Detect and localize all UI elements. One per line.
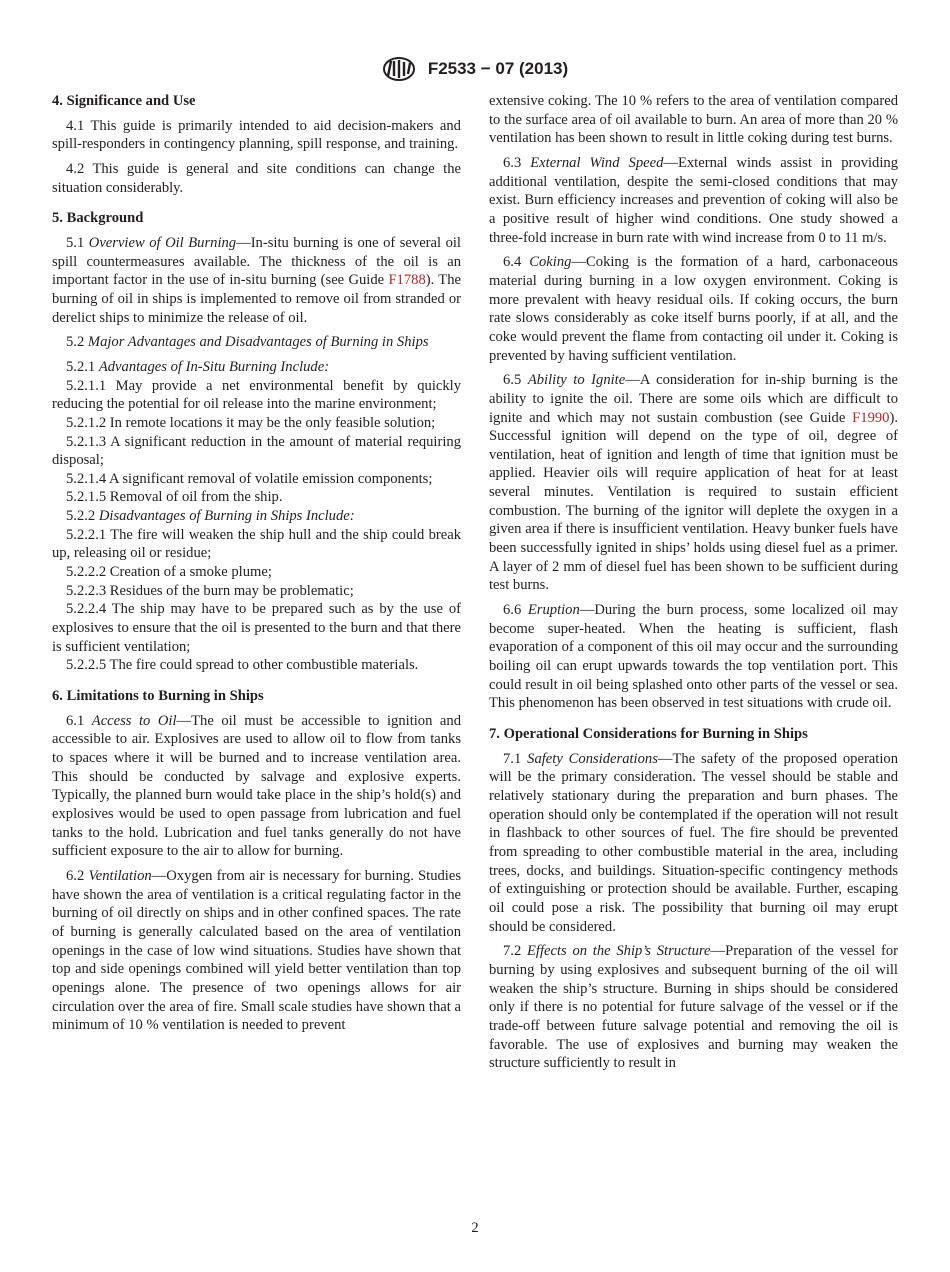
section-number: 5.2.1.5 bbox=[66, 489, 107, 506]
paragraph-text: A significant reduction in the amount of material requiring disposal; bbox=[52, 433, 461, 469]
standard-link[interactable]: F1788 bbox=[388, 272, 426, 289]
paragraph-text: —The oil must be accessible to ignition and accessible to air. Explosives are used to allow oil to flow from tanks to spaces where it will be burned and to increase ventilation area. This should be conducted by salvage and explosive experts. Typically, the planned burn would take place in the ship’s hold(s) and explosives would be used to open passage from lubrication and fuel tanks to the hold. Lubrication and fuel tanks generally do not have sufficient exposure to the air to allow for burning. bbox=[52, 712, 461, 860]
paragraph bbox=[52, 234, 461, 327]
section-title: Ventilation bbox=[88, 867, 152, 884]
paragraph-text: —A consideration for in-ship burning is the ability to ignite the oil. There are some oils which are difficult to ignite and which may not sustain combustion (see Guide bbox=[489, 372, 898, 426]
paragraph bbox=[489, 750, 898, 937]
section-number: 5.2.1.3 bbox=[66, 433, 107, 450]
section-title: Coking bbox=[529, 254, 572, 271]
paragraph bbox=[489, 92, 898, 148]
paragraph bbox=[52, 488, 461, 507]
section-number: 5.2.1.4 bbox=[66, 470, 107, 487]
paragraph bbox=[52, 117, 461, 154]
section-title: External Wind Speed bbox=[530, 154, 664, 171]
section-number: 5.2.2.3 bbox=[66, 582, 107, 599]
section-title: Effects on the Ship’s Structure bbox=[527, 943, 711, 960]
section-number: 4.2 bbox=[66, 160, 85, 177]
section-number: 5.2.2.2 bbox=[66, 564, 107, 581]
section-title: Overview of Oil Burning bbox=[88, 234, 237, 251]
section-number: 6.2 bbox=[66, 867, 85, 884]
section-number: 6.1 bbox=[66, 712, 85, 729]
page-number: 2 bbox=[471, 1220, 479, 1236]
paragraph bbox=[52, 470, 461, 489]
section-heading: 6. Limitations to Burning in Ships bbox=[52, 688, 264, 705]
paragraph-text: Removal of oil from the ship. bbox=[109, 489, 283, 506]
paragraph-text: The fire could spread to other combustible materials. bbox=[109, 657, 419, 674]
section-number: 6.4 bbox=[503, 254, 522, 271]
section-number: 4.1 bbox=[66, 117, 85, 134]
paragraph-text: —During the burn process, some localized oil may become super-heated. When the heating is sufficient, flash evaporation of a component of this oil may occur and the surrounding boiling oil can erupt upwards towards the top ventilation port. This could result in oil being splashed onto other parts of the vessel or sea. This phenomenon has been observed in test situations with crude oil. bbox=[489, 602, 898, 712]
paragraph-text: This guide is general and site conditions can change the situation considerably. bbox=[52, 160, 461, 196]
section-number: 7.2 bbox=[503, 943, 522, 960]
section-title: Access to Oil bbox=[91, 712, 177, 729]
section-number: 5.1 bbox=[66, 234, 85, 251]
document-id: F2533 − 07 (2013) bbox=[427, 59, 569, 78]
paragraph bbox=[489, 371, 898, 595]
paragraph bbox=[52, 712, 461, 861]
paragraph-text: Creation of a smoke plume; bbox=[109, 564, 272, 581]
left-column bbox=[52, 92, 461, 1041]
section-title: Advantages of In-Situ Burning Include: bbox=[98, 358, 330, 375]
section-title: Major Advantages and Disadvantages of Burning in Ships bbox=[87, 334, 429, 351]
section-title: Safety Considerations bbox=[527, 750, 658, 767]
section-number: 6.3 bbox=[503, 154, 522, 171]
paragraph-text: May provide a net environmental benefit by quickly reducing the potential for oil release into the marine environment; bbox=[52, 377, 461, 413]
paragraph bbox=[489, 253, 898, 365]
paragraph-text: —In-situ burning is one of several oil spill countermeasures available. The thickness of the oil is an important factor in the use of in-situ burning (see Guide bbox=[52, 234, 461, 289]
paragraph-text: ). Successful ignition will depend on the type of oil, degree of ventilation, heat of ignition and length of time that ignition must be applied. Heavier oils will require application of heat for at least several minutes. Ventilation is required to sustain efficient combustion. The burning of the ignitor will deplete the oxygen in a given area if there is insufficient ventilation. Heavy bunker fuels have been successfully ignited in ships’ holds using diesel fuel as a primer. A layer of 2 mm of diesel fuel has been shown to be sufficient during test burns. bbox=[489, 409, 898, 594]
standard-link[interactable]: F1990 bbox=[852, 409, 890, 426]
paragraph bbox=[52, 160, 461, 197]
paragraph bbox=[489, 601, 898, 713]
section-number: 6.5 bbox=[503, 372, 522, 389]
astm-logo-icon bbox=[382, 56, 416, 82]
paragraph-text: The fire will weaken the ship hull and the ship could break up, releasing oil or residue; bbox=[52, 526, 461, 562]
section-number: 5.2.1.1 bbox=[66, 377, 107, 394]
section-number: 7.1 bbox=[503, 750, 522, 767]
section-heading: 7. Operational Considerations for Burning in Ships bbox=[489, 726, 808, 742]
section-number: 5.2.2.5 bbox=[66, 657, 107, 674]
section-number: 5.2 bbox=[66, 334, 85, 351]
section-number: 5.2.2.1 bbox=[66, 526, 107, 543]
paragraph bbox=[52, 600, 461, 656]
section-number: 6.6 bbox=[503, 602, 522, 619]
right-column bbox=[489, 92, 898, 1079]
section-number: 5.2.1 bbox=[66, 358, 96, 375]
paragraph bbox=[52, 656, 461, 675]
paragraph-text: The ship may have to be prepared such as by the use of explosives to ensure that the oil is presented to the burn and that there is sufficient ventilation; bbox=[52, 601, 461, 655]
paragraph-text: In remote locations it may be the only feasible solution; bbox=[109, 414, 436, 431]
paragraph bbox=[489, 942, 898, 1073]
paragraph-text: A significant removal of volatile emission components; bbox=[108, 470, 433, 487]
section-number: 5.2.2.4 bbox=[66, 601, 107, 618]
paragraph bbox=[52, 358, 461, 377]
page-header bbox=[0, 56, 950, 82]
paragraph-text: This guide is primarily intended to aid decision-makers and spill-responders in contingency planning, spill response, and training. bbox=[52, 117, 461, 153]
section-title: Disadvantages of Burning in Ships Include: bbox=[98, 508, 355, 525]
paragraph bbox=[52, 563, 461, 582]
section-number: 5.2.1.2 bbox=[66, 414, 107, 431]
paragraph-text: extensive coking. The 10 % refers to the area of ventilation compared to the surface area of oil available to burn. An area of more than 20 % ventilation has been shown to result in little coking during test burns. bbox=[489, 93, 898, 147]
paragraph-text: Residues of the burn may be problematic; bbox=[109, 582, 354, 599]
paragraph bbox=[489, 154, 898, 247]
paragraph bbox=[52, 333, 461, 352]
section-number: 5.2.2 bbox=[66, 508, 96, 525]
section-title: Eruption bbox=[527, 602, 580, 619]
paragraph bbox=[52, 377, 461, 414]
paragraph-text: —Coking is the formation of a hard, carbonaceous material during burning in a low oxygen environment. Coking is more prevalent with heavy residual oils. If coking occurs, the burn rate slows considerably as coke itself burns poorly, if at all, and the coke would prevent the flame from contacting oil under it. Coking is prevented by having sufficient ventilation. bbox=[489, 254, 898, 364]
paragraph bbox=[52, 582, 461, 601]
paragraph-text: —Preparation of the vessel for burning by using explosives and subsequent burning of the oil will weaken the ship’s structure. Burning in ships should be considered only if there is no potential for future salvage of the vessel or if the trade-off between future salvage potential and removing the oil is favorable. The use of explosives and burning may weaken the structure sufficiently to result in bbox=[489, 943, 899, 1072]
paragraph-text: —External winds assist in providing additional ventilation, despite the semi-closed conditions that may exist. Burn efficiency increases and prevention of coking will also be a positive result of higher wind conditions. One study showed a three-fold increase in burn rate with wind increase from 0 to 11 m/s. bbox=[489, 154, 898, 246]
paragraph bbox=[52, 414, 461, 433]
paragraph-text: —The safety of the proposed operation will be the primary consideration. The vessel should be stable and relatively stationary during the preparation and burn phases. The operation should only be contemplated if the operation will not result in flashback to other sources of fuel. The fire should be prevented from spreading to other combustible material in the area, including trees, docks, and buildings. Situation-specific contingency methods of extinguishing or protection should be available. Further, escaping oil could pose a risk. The possibility that burning oil may erupt should be considered. bbox=[489, 750, 898, 935]
section-heading: 4. Significance and Use bbox=[52, 93, 196, 109]
paragraph-text: —Oxygen from air is necessary for burning. Studies have shown the area of ventilation is a critical regulating factor in the burning of oil directly on ships and in other confined spaces. The rate of burning is generally calculated based on the area of ventilation openings in the case of low wind situations. Studies have shown that top and side openings combined will yield better ventilation than top openings alone. The presence of two openings allows for air circulation over the area of fire. Small scale studies have shown that a minimum of 10 % ventilation is needed to prevent bbox=[52, 867, 461, 1034]
paragraph-text: ). The burning of oil in ships is implemented to remove oil from stranded or derelict ships to minimize the release of oil. bbox=[52, 272, 461, 326]
paragraph bbox=[52, 433, 461, 470]
section-heading: 5. Background bbox=[52, 210, 144, 227]
paragraph bbox=[52, 867, 461, 1035]
section-title: Ability to Ignite bbox=[527, 372, 626, 389]
paragraph bbox=[52, 507, 461, 526]
paragraph bbox=[52, 526, 461, 563]
